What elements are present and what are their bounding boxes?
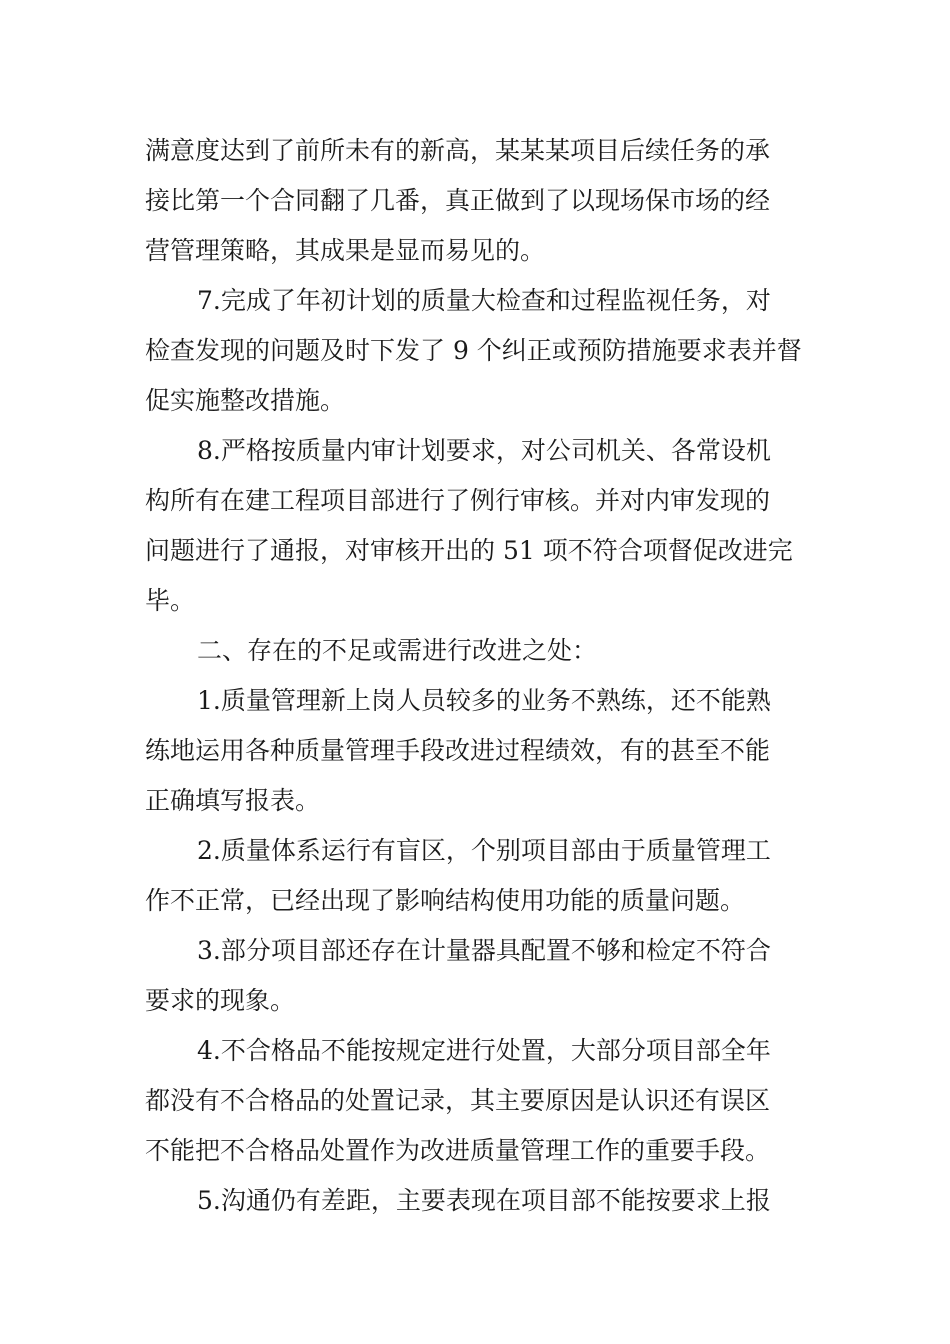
- paragraph-shortcoming-4: [145, 1026, 810, 1176]
- text-line: 1.质量管理新上岗人员较多的业务不熟练，还不能熟: [197, 686, 771, 715]
- paragraph-shortcoming-3: [145, 926, 810, 1026]
- paragraph-1: [145, 126, 810, 276]
- text-line: 接比第一个合同翻了几番，真正做到了以现场保市场的经: [145, 186, 771, 215]
- paragraph-shortcoming-1: [145, 676, 810, 826]
- document-body: [145, 126, 810, 1226]
- text-line: 5.沟通仍有差距，主要表现在项目部不能按要求上报: [197, 1186, 771, 1215]
- text-line: 满意度达到了前所未有的新高，某某某项目后续任务的承: [145, 136, 771, 165]
- text-line: 作不正常，已经出现了影响结构使用功能的质量问题。: [145, 886, 746, 915]
- section-heading-shortcomings: [145, 626, 810, 676]
- text-line: 营管理策略，其成果是显而易见的。: [145, 236, 546, 265]
- text-line: 正确填写报表。: [145, 786, 321, 815]
- paragraph-item-8: [145, 426, 810, 626]
- text-line: 3.部分项目部还存在计量器具配置不够和检定不符合: [197, 936, 771, 965]
- text-line: 不能把不合格品处置作为改进质量管理工作的重要手段。: [145, 1136, 771, 1165]
- text-line: 问题进行了通报，对审核开出的 51 项不符合项督促改进完: [145, 536, 793, 565]
- text-line: 构所有在建工程项目部进行了例行审核。并对内审发现的: [145, 486, 771, 515]
- paragraph-shortcoming-2: [145, 826, 810, 926]
- text-line: 促实施整改措施。: [145, 386, 346, 415]
- text-line: 毕。: [145, 586, 196, 615]
- text-line: 练地运用各种质量管理手段改进过程绩效，有的甚至不能: [145, 736, 771, 765]
- text-line: 8.严格按质量内审计划要求，对公司机关、各常设机: [197, 436, 771, 465]
- text-line: 二、存在的不足或需进行改进之处：: [197, 636, 598, 665]
- paragraph-item-7: [145, 276, 810, 426]
- text-line: 4.不合格品不能按规定进行处置，大部分项目部全年: [197, 1036, 771, 1065]
- text-line: 检查发现的问题及时下发了 9 个纠正或预防措施要求表并督: [145, 336, 802, 365]
- text-line: 都没有不合格品的处置记录，其主要原因是认识还有误区: [145, 1086, 771, 1115]
- paragraph-shortcoming-5: [145, 1176, 810, 1226]
- text-line: 2.质量体系运行有盲区，个别项目部由于质量管理工: [197, 836, 771, 865]
- text-line: 要求的现象。: [145, 986, 296, 1015]
- text-line: 7.完成了年初计划的质量大检查和过程监视任务，对: [197, 286, 771, 315]
